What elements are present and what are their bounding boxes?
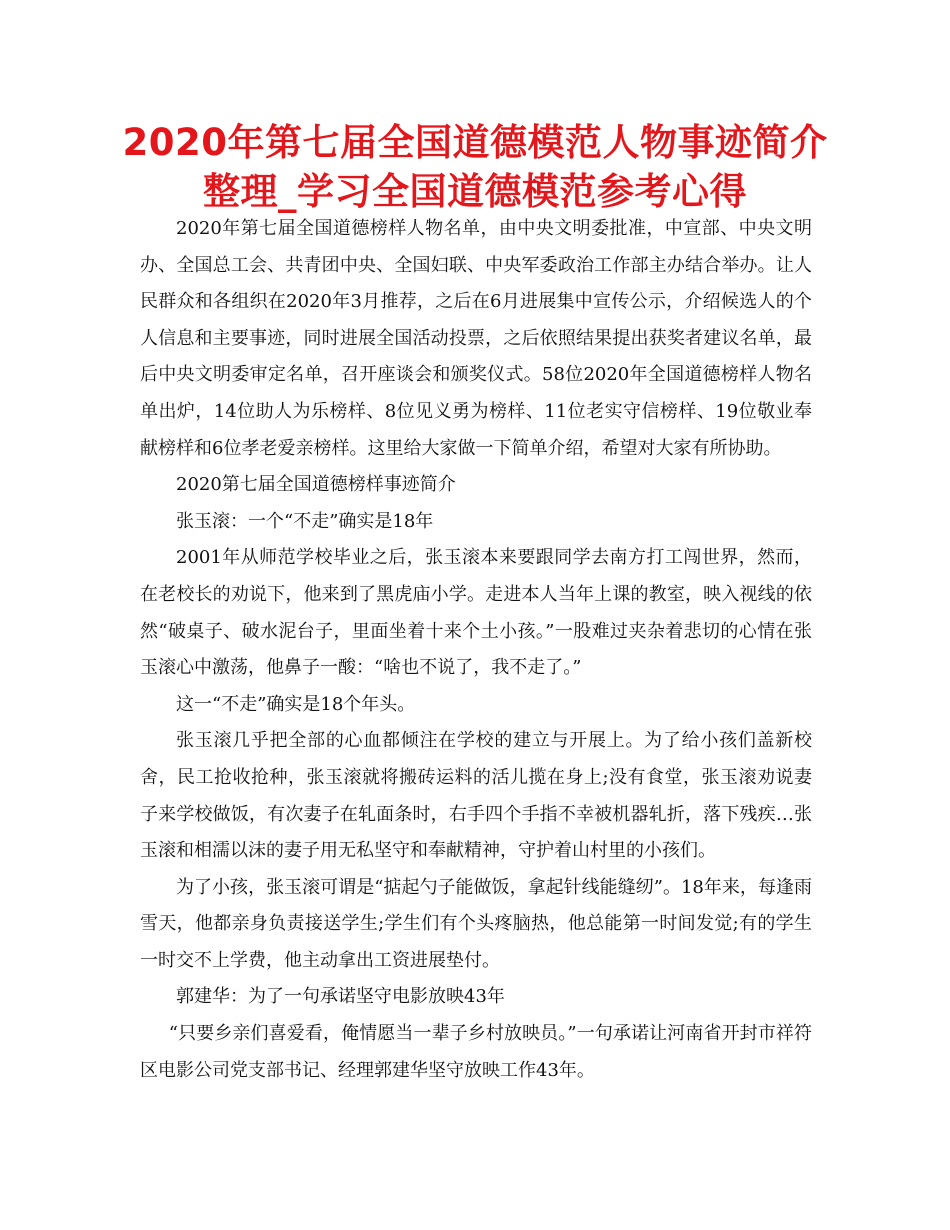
section-heading: 2020第七届全国道德榜样事迹简介 (176, 474, 456, 496)
paragraph-zhang-care: 为了小孩，张玉滚可谓是“掂起勺子能做饭，拿起针线能缝纫”。18年来，每逢雨雪天，他都亲身负责接送学生;学生们有个头疼脑热，他总能第一时间发觉;有的学生一时交不上学费，他主动拿出工资进展垫付。 (140, 876, 812, 971)
document-title: 2020年第七届全国道德模范人物事迹简介整理_学习全国道德模范参考心得 (122, 121, 828, 213)
document-body (140, 211, 812, 1089)
person-heading-zhang-yugun: 张玉滚：一个“不走”确实是18年 (176, 510, 434, 532)
paragraph-zhang-devotion: 张玉滚几乎把全部的心血都倾注在学校的建立与开展上。为了给小孩们盖新校舍，民工抢收抢种，张玉滚就将搬砖运料的活儿揽在身上;没有食堂，张玉滚劝说妻子来学校做饭，有次妻子在轧面条时，右手四个手指不幸被机器轧折，落下残疾…张玉滚和相濡以沫的妻子用无私坚守和奉献精神，守护着山村里的小孩们。 (140, 730, 812, 862)
paragraph-guo-promise: “只要乡亲们喜爱看，俺情愿当一辈子乡村放映员。”一句承诺让河南省开封市祥符区电影公司党支部书记、经理郭建华坚守放映工作43年。 (140, 1023, 812, 1081)
paragraph-zhang-background: 2001年从师范学校毕业之后，张玉滚本来要跟同学去南方打工闯世界，然而，在老校长的劝说下，他来到了黑虎庙小学。走进本人当年上课的教室，映入视线的依然“破桌子、破水泥台子，里面坐着十来个土小孩。”一股难过夹杂着悲切的心情在张玉滚心中激荡，他鼻子一酸：“啥也不说了，我不走了。” (140, 547, 812, 679)
paragraph-zhang-years: 这一“不走”确实是18个年头。 (176, 693, 416, 715)
paragraph-intro: 2020年第七届全国道德榜样人物名单，由中央文明委批准，中宣部、中央文明办、全国总工会、共青团中央、全国妇联、中央军委政治工作部主办结合举办。让人民群众和各组织在2020年3月推荐，之后在6月进展集中宣传公示，介绍候选人的个人信息和主要事迹，同时进展全国活动投票，之后依照结果提出获奖者建议名单，最后中央文明委审定名单，召开座谈会和颁奖仪式。58位2020年全国道德榜样人物名单出炉，14位助人为乐榜样、8位见义勇为榜样、11位老实守信榜样、19位敬业奉献榜样和6位孝老爱亲榜样。这里给大家做一下简单介绍，希望对大家有所协助。 (140, 218, 812, 459)
person-heading-guo-jianhua: 郭建华：为了一句承诺坚守电影放映43年 (176, 986, 505, 1008)
